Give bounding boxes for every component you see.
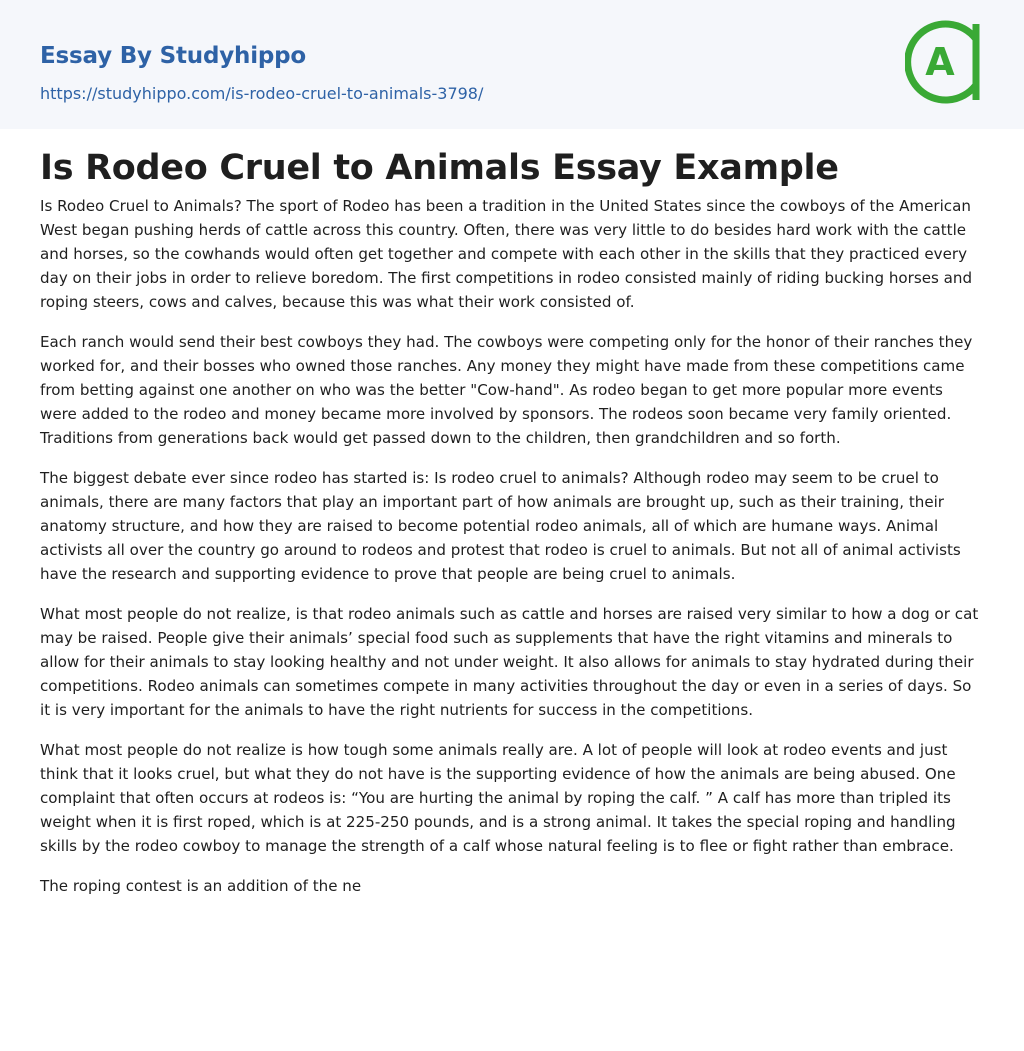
- essay-paragraph: Is Rodeo Cruel to Animals? The sport of Rodeo has been a tradition in the United States since the cowboys of the American West began pushing herds of cattle across this country. Often, there was very little to do besides hard work with the cattle and horses, so the cowhands would often get together and compete with each other in the skills that they practiced every day on their jobs in order to relieve boredom. The first competitions in rodeo consisted mainly of riding bucking horses and roping steers, cows and calves, because this was what their work consisted of.: [40, 197, 973, 311]
- logo-letter: A: [925, 40, 955, 84]
- essay-body: [40, 194, 984, 914]
- essay-paragraph: What most people do not realize, is that rodeo animals such as cattle and horses are raised very similar to how a dog or cat may be raised. People give their animals’ special food such as supplements that have the right vitamins and minerals to allow for their animals to stay looking healthy and not under weight. It also allows for animals to stay hydrated during their competitions. Rodeo animals can sometimes compete in many activities throughout the day or even in a series of days. So it is very important for the animals to have the right nutrients for success in the competitions.: [40, 605, 979, 719]
- essay-paragraph: What most people do not realize is how tough some animals really are. A lot of people will look at rodeo events and just think that it looks cruel, but what they do not have is the supporting evidence of how the animals are being abused. One complaint that often occurs at rodeos is: “You are hurting the animal by roping the calf. ” A calf has more than tripled its weight when it is first roped, which is at 225-250 pounds, and is a strong animal. It takes the special roping and handling skills by the rodeo cowboy to manage the strength of a calf whose natural feeling is to flee or fight rather than embrace.: [40, 741, 956, 855]
- page-title: Is Rodeo Cruel to Animals Essay Example: [40, 148, 839, 188]
- studyhippo-logo-icon[interactable]: [905, 17, 989, 107]
- source-url-link[interactable]: https://studyhippo.com/is-rodeo-cruel-to-animals-3798/: [40, 84, 484, 103]
- essay-paragraph-truncated: The roping contest is an addition of the ne: [40, 877, 362, 895]
- essay-paragraph: Each ranch would send their best cowboys they had. The cowboys were competing only for the honor of their ranches they worked for, and their bosses who owned those ranches. Any money they might have made from these competitions came from betting against one another on who was the better "Cow-hand". As rodeo began to get more popular more events were added to the rodeo and money became more involved by sponsors. The rodeos soon became very family oriented. Traditions from generations back would get passed down to the children, then grandchildren and so forth.: [40, 333, 973, 447]
- brand-name[interactable]: Essay By Studyhippo: [40, 43, 307, 69]
- essay-paragraph: The biggest debate ever since rodeo has started is: Is rodeo cruel to animals? Although rodeo may seem to be cruel to animals, there are many factors that play an important part of how animals are brought up, such as their training, their anatomy structure, and how they are raised to become potential rodeo animals, all of which are humane ways. Animal activists all over the country go around to rodeos and protest that rodeo is cruel to animals. But not all of animal activists have the research and supporting evidence to prove that people are being cruel to animals.: [40, 469, 961, 583]
